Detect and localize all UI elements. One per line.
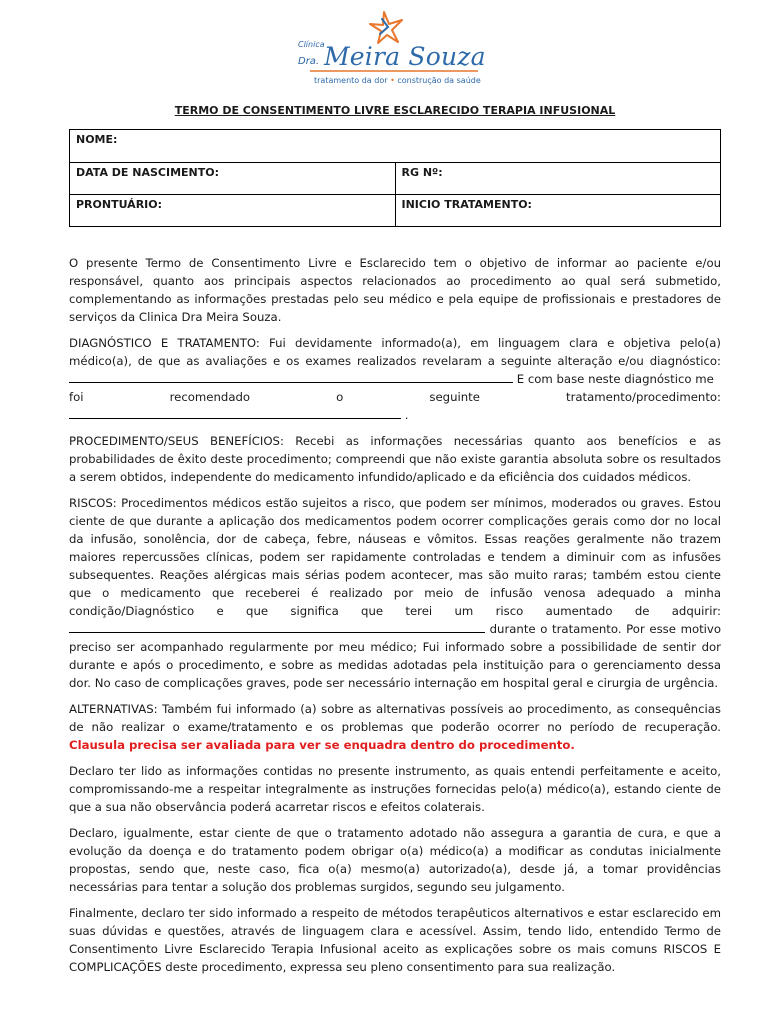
inicio-tratamento-field[interactable]: INICIO TRATAMENTO: bbox=[395, 195, 721, 227]
intro-paragraph: O presente Termo de Consentimento Livre e Esclarecido tem o objetivo de informar ao paciente e/ou responsável, quanto aos principais aspectos relacionados ao procedimento ao qual será submetido, complementando as informações prestadas pelo seu médico e pela equipe de profissionais e prestadores de serviços da Clinica Dra Meira Souza. bbox=[69, 256, 721, 324]
declaro-paragraph-2: Declaro, igualmente, estar ciente de que o tratamento adotado não assegura a garantia de cura, e que a evolução da doença e do tratamento podem obrigar o(a) médico(a) a modificar as condutas inicialmente propostas, sendo que, neste caso, fica o(a) mesmo(a) autorizado(a), desde já, a tomar providências necessárias para tentar a solução dos problemas surgidos, segundo seu julgamento. bbox=[69, 826, 721, 894]
logo-dra-text: Dra. bbox=[298, 56, 320, 67]
declaro-paragraph-1: Declaro ter lido as informações contidas no presente instrumento, as quais entendi perfeitamente e aceito, compromissando-me a respeitar integralmente as instruções fornecidas pelo(a) médico(a), estando ciente de que a sua não observância poderá acarretar riscos e efeitos colaterais. bbox=[69, 764, 721, 814]
diagnostico-line: E com base neste diagnóstico me bbox=[69, 370, 721, 388]
prontuario-field[interactable]: PRONTUÁRIO: bbox=[70, 195, 396, 227]
tratamento-line: foi recomendado o seguinte tratamento/procedimento: bbox=[69, 390, 721, 404]
logo-tagline: tratamento da dor • construção da saúde bbox=[314, 76, 481, 85]
procedimento-paragraph: PROCEDIMENTO/SEUS BENEFÍCIOS: Recebi as informações necessárias quanto aos benefícios e as probabilidades de êxito deste procedimento; compreendi que não existe garantia absoluta sobre os resultados a serem obtidos, independente do medicamento infundido/aplicado e da eficiência dos cuidados médicos. bbox=[69, 434, 721, 484]
riscos-blank[interactable] bbox=[69, 621, 485, 633]
rg-field[interactable]: RG Nº: bbox=[395, 163, 721, 195]
tratamento-blank[interactable] bbox=[69, 407, 401, 419]
alternativas-paragraph: ALTERNATIVAS: Também fui informado (a) sobre as alternativas possíveis ao procedimento, as consequências de não realizar o exame/tratamento e os problemas que poderão ocorrer no período de recuperação. Clausula precisa ser avaliada para ver se enquadra dentro do procedimento. bbox=[69, 702, 721, 752]
clinic-logo bbox=[292, 10, 492, 86]
patient-info-table bbox=[69, 129, 721, 227]
nome-field[interactable]: NOME: bbox=[70, 130, 721, 163]
document-body bbox=[69, 254, 721, 984]
diagnostico-blank[interactable] bbox=[69, 371, 513, 383]
logo-clinica-text: Clínica bbox=[298, 40, 325, 49]
alternativas-warning: Clausula precisa ser avaliada para ver se enquadra dentro do procedimento. bbox=[69, 738, 575, 752]
diagnostico-paragraph: DIAGNÓSTICO E TRATAMENTO: Fui devidamente informado(a), em linguagem clara e objetiva pelo(a) médico(a), de que as avaliações e os exames realizados revelaram a seguinte alteração e/ou diagnóstico: bbox=[69, 336, 721, 368]
data-nascimento-field[interactable]: DATA DE NASCIMENTO: bbox=[70, 163, 396, 195]
finalmente-paragraph: Finalmente, declaro ter sido informado a respeito de métodos terapêuticos alternativos e estar esclarecido em suas dúvidas e questões, através de linguagem clara e acessível. Assim, tendo lido, entendido Termo de Consentimento Livre Esclarecido Terapia Infusional aceito as explicações sobre os mais comuns RISCOS E COMPLICAÇÕES deste procedimento, expressa seu pleno consentimento para sua realização. bbox=[69, 906, 721, 974]
logo-brand-name: Meira Souza bbox=[324, 42, 486, 71]
riscos-paragraph: RISCOS: Procedimentos médicos estão sujeitos a risco, que podem ser mínimos, moderados ou graves. Estou ciente de que durante a aplicação dos medicamentos podem ocorrer complicações gerais como dor no local da infusão, sonolência, dor de cabeça, febre, náuseas e vômitos. Essas reações geralmente não trazem maiores repercussões clínicas, podem ser rapidamente controladas e tendem a diminuir com as infusões subsequentes. Reações alérgicas mais sérias podem acontecer, mas são muito raras; também estou ciente que o medicamento que receberei é realizado por meio de infusão venosa adequado a minha condição/Diagnóstico e que significa que terei um risco aumentado de adquirir: bbox=[69, 496, 721, 618]
tratamento-blank-line: . bbox=[69, 406, 721, 424]
riscos-continued: durante o tratamento. Por esse motivo preciso ser acompanhado regularmente por meu médico; Fui informado sobre a possibilidade de sentir dor durante e após o procedimento, e sobre as medidas adotadas pela instituição para o gerenciamento dessa dor. No caso de complicações graves, pode ser necessário internação em hospital geral e cirurgia de urgência. bbox=[69, 622, 721, 690]
document-title: TERMO DE CONSENTIMENTO LIVRE ESCLARECIDO TERAPIA INFUSIONAL bbox=[174, 104, 616, 117]
